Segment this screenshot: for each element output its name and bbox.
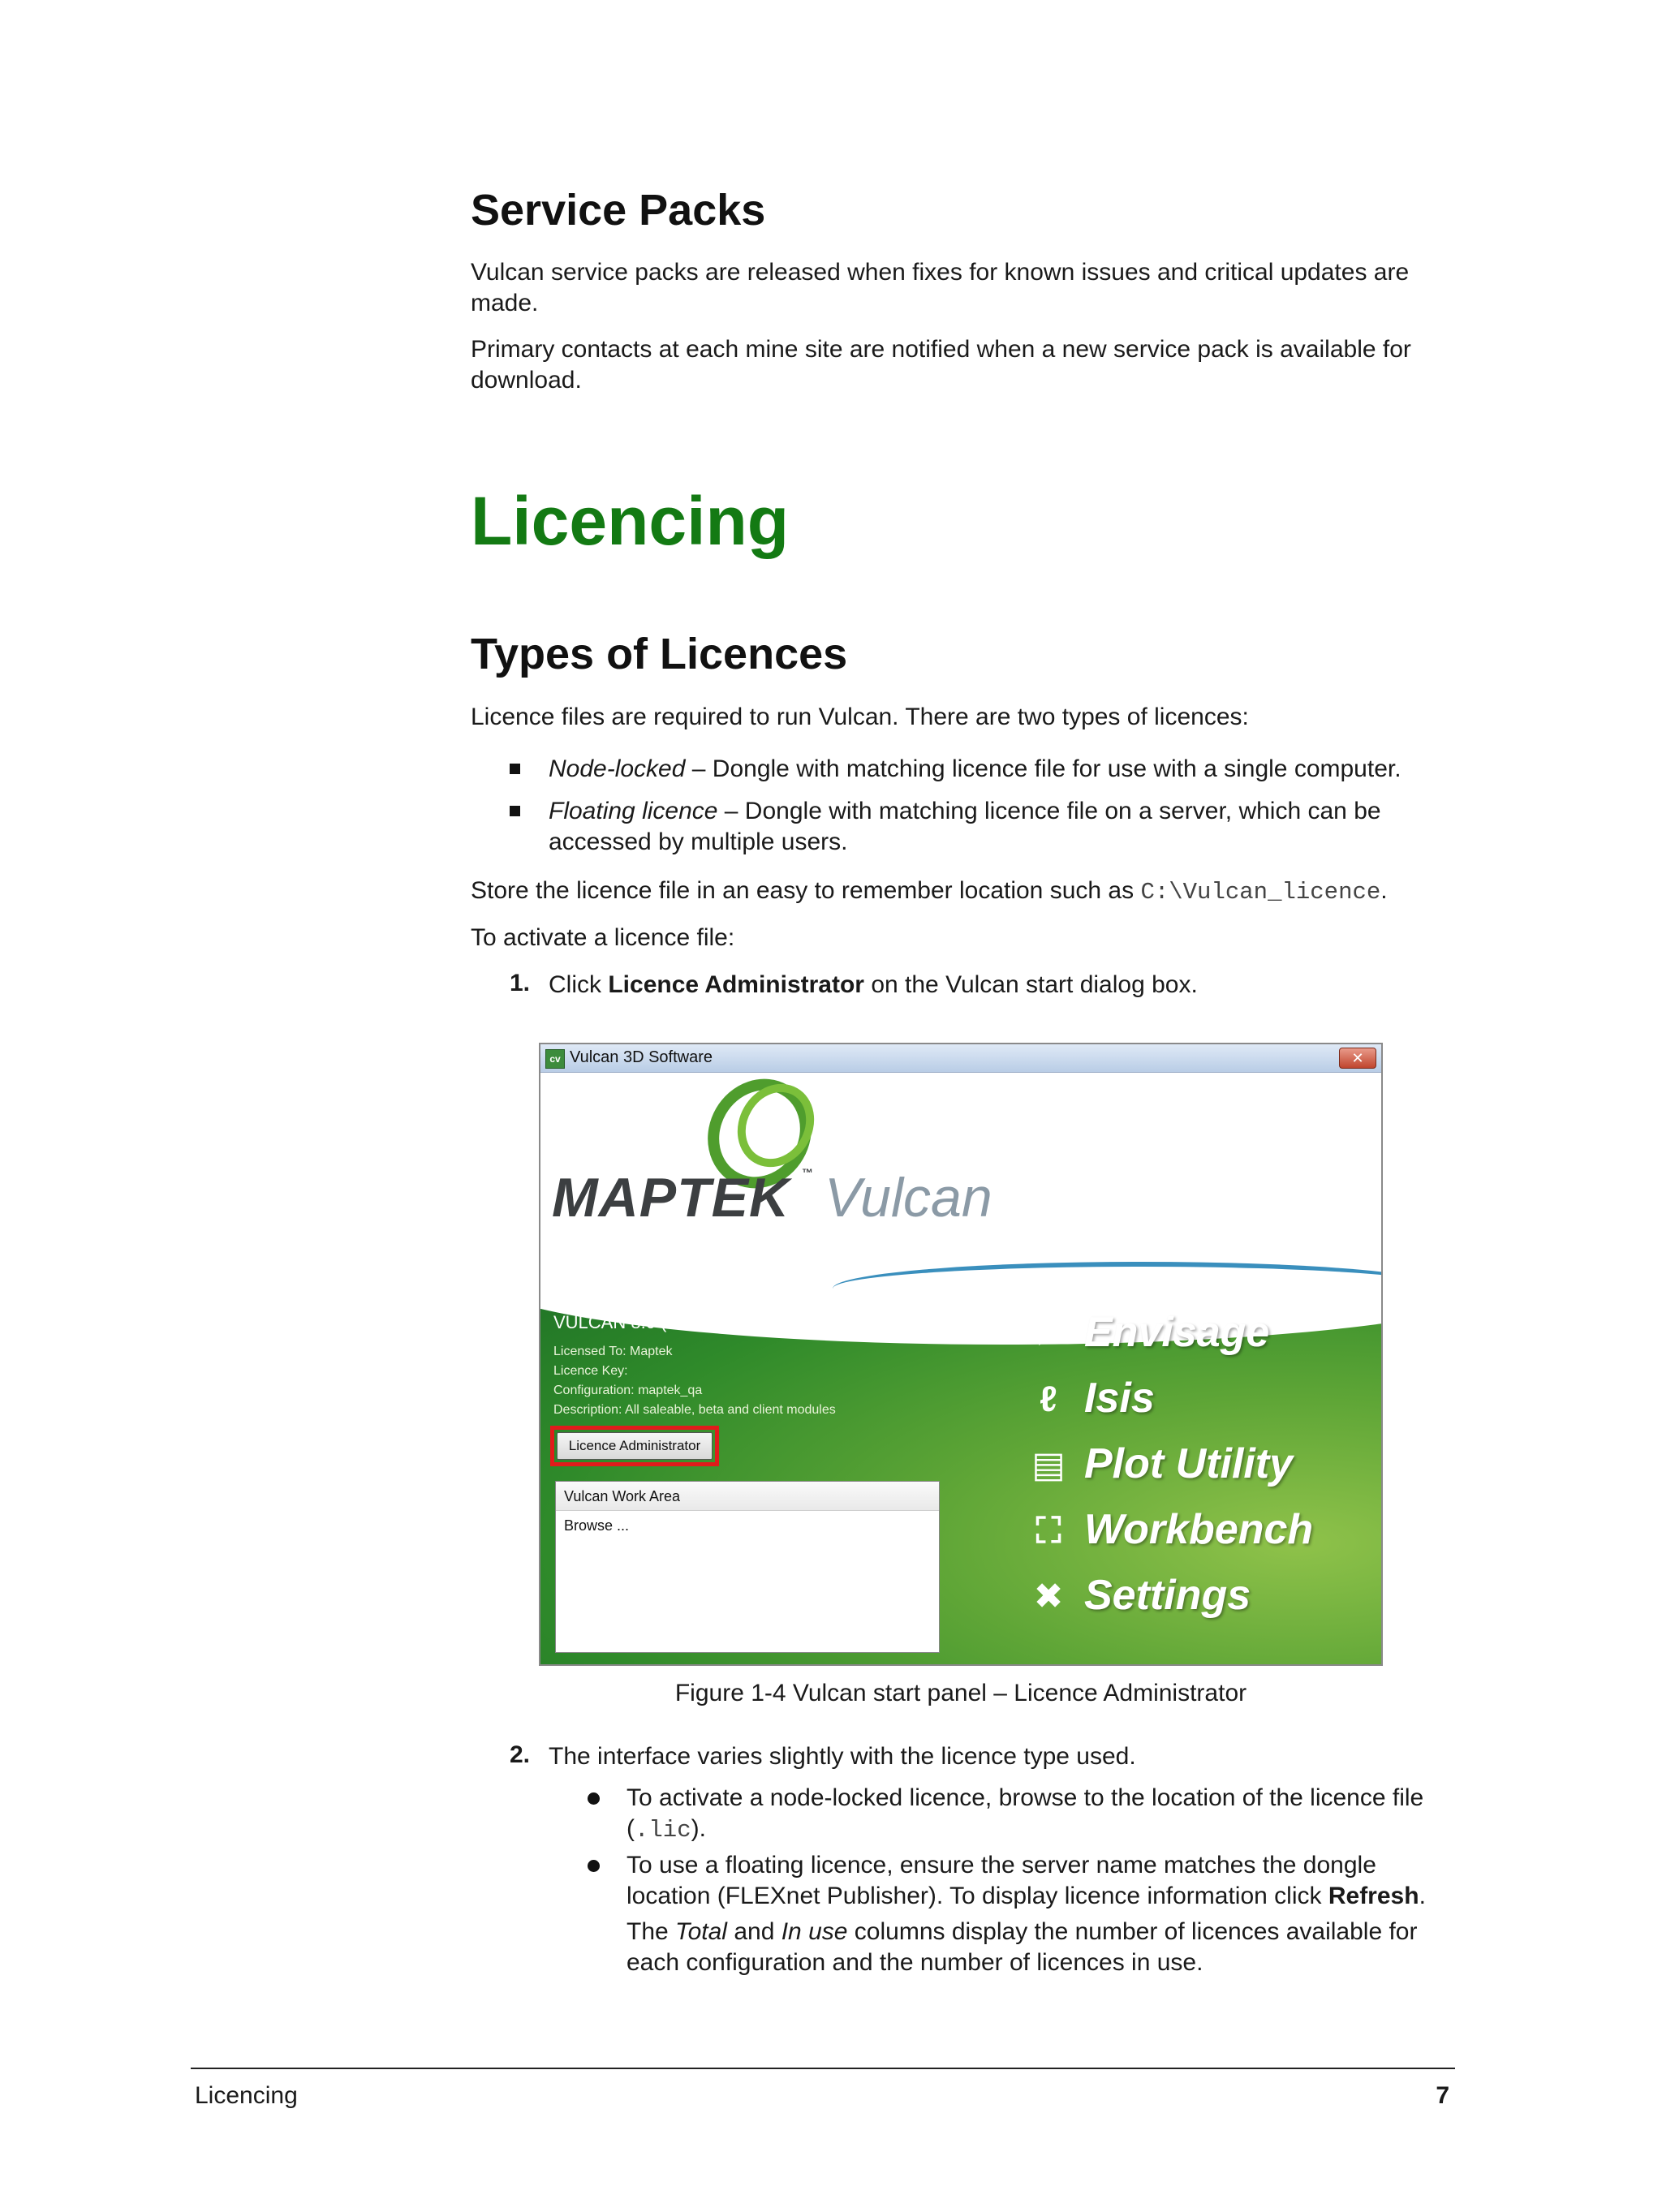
settings-icon: ✖ [1033, 1577, 1064, 1616]
section-heading-types-of-licences: Types of Licences [471, 630, 848, 678]
bullet-square [510, 806, 520, 816]
paragraph-store-licence: Store the licence file in an easy to remember location such as C:\Vulcan_licence. [471, 877, 1388, 906]
step-number: 1. [510, 970, 531, 996]
footer-section-title: Licencing [195, 2082, 298, 2109]
version-label: VULCAN 8.0 (Build 3075) [553, 1312, 757, 1332]
vulcan-logo-text: Vulcan [825, 1167, 992, 1229]
vulcan-app-icon: cv [545, 1049, 565, 1069]
work-area-header: Vulcan Work Area [556, 1482, 939, 1511]
trademark-symbol: ™ [802, 1166, 813, 1179]
plot-utility-icon: ▤ [1031, 1445, 1066, 1485]
close-icon[interactable]: ✕ [1339, 1048, 1376, 1069]
isis-icon: ℓ [1040, 1379, 1057, 1419]
licence-administrator-button[interactable]: Licence Administrator [557, 1432, 713, 1460]
bullet-dot [588, 1860, 600, 1872]
step-1: Click Licence Administrator on the Vulcan start dialog box. [549, 971, 1198, 998]
sub-item-floating: To use a floating licence, ensure the server name matches the dongle location (FLEXnet Publisher). To display licence information click Refresh. [626, 1852, 1426, 1909]
licensed-to: Licensed To: Maptek [553, 1345, 673, 1358]
section-heading-service-packs: Service Packs [471, 186, 766, 235]
paragraph: Primary contacts at each mine site are notified when a new service pack is available for download. [471, 336, 1411, 394]
bullet-square [510, 764, 520, 774]
browse-item[interactable]: Browse ... [564, 1517, 630, 1534]
window-title: Vulcan 3D Software [570, 1048, 713, 1066]
step-number: 2. [510, 1741, 531, 1768]
paragraph: Vulcan service packs are released when fixes for known issues and critical updates are made. [471, 259, 1410, 316]
footer-rule [191, 2068, 1455, 2069]
bullet-dot [588, 1792, 600, 1805]
figure-caption: Figure 1-4 Vulcan start panel – Licence Administrator [674, 1680, 1247, 1706]
paragraph: To activate a licence file: [471, 924, 735, 951]
licence-key: Licence Key: [553, 1364, 628, 1378]
vulcan-work-area-list[interactable] [555, 1481, 940, 1653]
menu-label: Plot Utility [1084, 1440, 1294, 1487]
sub-item-node-locked: To activate a node-locked licence, browse to the location of the licence file (.lic). [626, 1784, 1424, 1844]
vulcan-start-panel-screenshot [539, 1043, 1383, 1666]
columns-note: The Total and In use columns display the number of licences available for each configuration and the number of licences in use. [626, 1918, 1418, 1976]
envisage-icon: ⚡ [1036, 1314, 1061, 1353]
menu-label: Isis [1084, 1375, 1155, 1422]
bullet-item-floating-licence: Floating licence – Dongle with matching licence file on a server, which can be accessed by multiple users. [549, 798, 1381, 855]
paragraph: Licence files are required to run Vulcan. There are two types of licences: [471, 704, 1249, 730]
step-2: The interface varies slightly with the licence type used. [549, 1743, 1136, 1770]
configuration: Configuration: maptek_qa [553, 1384, 703, 1397]
window-titlebar[interactable] [540, 1044, 1381, 1073]
menu-label: Settings [1084, 1572, 1251, 1619]
description: Description: All saleable, beta and client modules [553, 1403, 836, 1417]
chapter-heading-licencing: Licencing [471, 483, 790, 559]
menu-label: Workbench [1084, 1506, 1314, 1553]
bullet-item-node-locked: Node-locked – Dongle with matching licence file for use with a single computer. [549, 755, 1402, 782]
maptek-logo-text: MAPTEK [552, 1167, 790, 1229]
page-number: 7 [1436, 2082, 1449, 2109]
workbench-icon: ⛶ [1036, 1511, 1061, 1551]
menu-label: Envisage [1084, 1309, 1270, 1356]
